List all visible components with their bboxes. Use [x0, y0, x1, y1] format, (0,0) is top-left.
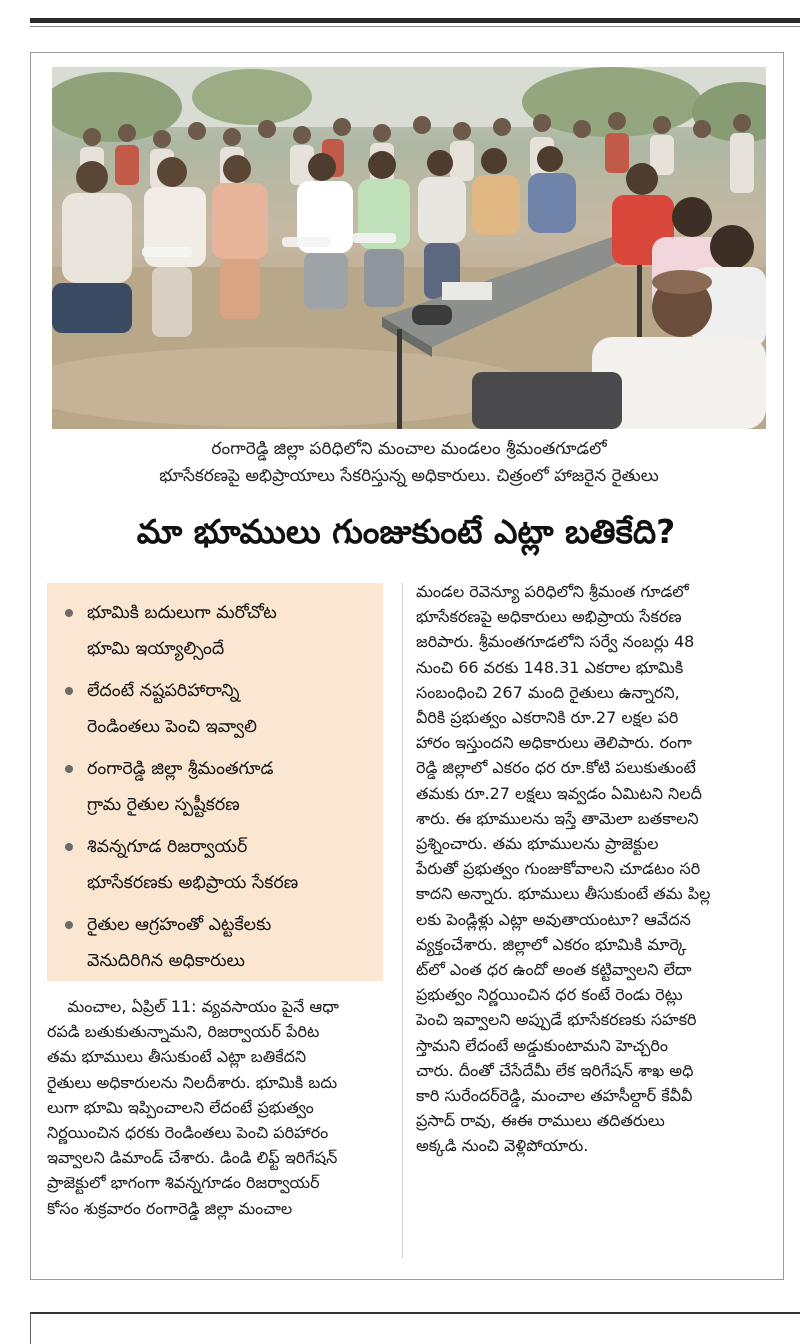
- highlight-line: గ్రామ రైతుల స్పష్టీకరణ: [87, 795, 240, 815]
- body-line: మంచాల, ఏప్రిల్ 11: వ్యవసాయం పైనే ఆధా: [47, 997, 339, 1016]
- bullet-icon: [65, 921, 73, 929]
- body-line: లకు పెండ్లిళ్లు ఎట్లా అవుతాయంటూ? ఆవేదన: [416, 909, 691, 929]
- highlight-line: భూసేకరణకు అభిప్రాయ సేకరణ: [87, 873, 299, 893]
- body-line: వీరికి ప్రభుత్వం ఎకరానికి రూ.27 లక్షల పరి: [416, 708, 679, 728]
- highlight-item: [65, 595, 373, 667]
- body-line: ప్రాజెక్టులో భాగంగా శివన్నగూడం రిజర్వాయర్: [47, 1173, 320, 1193]
- body-line: రెడ్డి జిల్లాలో ఎకరం ధర రూ.కోటి పలుకుతుంటే: [416, 758, 696, 778]
- body-line: సంబంధించి 267 మంది రైతులు ఉన్నారని,: [416, 682, 680, 702]
- body-line: తమ భూములు తీసుకుంటే ఎట్లా బతికేదని: [47, 1047, 307, 1067]
- top-rule-thin: [30, 26, 800, 27]
- highlight-line: వెనుదిరిగిన అధికారులు: [87, 951, 245, 971]
- article-headline: మా భూములు గుంజుకుంటే ఎట్లా బతికేది?: [136, 512, 676, 551]
- body-line: ఇవ్వాలని డిమాండ్ చేశారు. డిండి లిఫ్ట్ ఇరిగేషన్: [47, 1148, 338, 1168]
- column-divider: [402, 583, 403, 1258]
- bullet-icon: [65, 765, 73, 773]
- highlight-line: లేదంటే నష్టపరిహారాన్ని: [87, 681, 240, 701]
- body-line: నుంచి 66 వరకు 148.31 ఎకరాల భూమికి: [416, 657, 684, 677]
- body-line: హారం ఇస్తుందని అధికారులు తెలిపారు. రంగా: [416, 733, 692, 753]
- highlight-item: [65, 673, 373, 745]
- body-line: ప్రభుత్వం నిర్ణయించిన ధర కంటే రెండు రెట్లు: [416, 985, 683, 1005]
- highlight-line: శివన్నగూడ రిజర్వాయర్: [87, 837, 248, 857]
- body-line: లుగా భూమి ఇప్పించాలని లేదంటే ప్రభుత్వం: [47, 1097, 314, 1117]
- body-line: చారు. దీంతో చేసేదేమీ లేక ఇరిగేషన్ శాఖ అధి: [416, 1060, 694, 1080]
- body-line: కోసం శుక్రవారం రంగారెడ్డి జిల్లా మంచాల: [47, 1198, 293, 1218]
- body-line: కారి సురేందర్‌రెడ్డి, మంచాల తహసీల్దార్ కేవీవీ: [416, 1086, 693, 1106]
- highlight-line: రెండింతలు పెంచి ఇవ్వాలి: [87, 717, 257, 737]
- top-rule: [30, 18, 800, 23]
- caption-line: రంగారెడ్డి జిల్లా పరిధిలోని మంచాల మండలం శ్రీమంతగూడలో: [211, 439, 607, 459]
- body-line: మండల రెవెన్యూ పరిధిలోని శ్రీమంత గూడలో: [416, 582, 689, 601]
- highlight-item: [65, 751, 373, 823]
- body-line: తమకు రూ.27 లక్షలు ఇవ్వడం ఏమిటని నిలదీ: [416, 783, 702, 803]
- next-article-frame: [30, 1312, 800, 1344]
- body-line: పేరుతో ప్రభుత్వం గుంజుకోవాలని చూడటం సరి: [416, 859, 701, 879]
- highlight-line: భూమికి బదులుగా మరోచోట: [87, 603, 277, 623]
- bullet-icon: [65, 843, 73, 851]
- body-line: రపడి బతుకుతున్నామని, రిజర్వాయర్ పేరిట: [47, 1022, 320, 1042]
- body-column-left: [47, 994, 391, 1221]
- body-line: జరిపారు. శ్రీమంతగూడలోని సర్వే నంబర్లు 48: [416, 632, 695, 652]
- highlight-line: భూమి ఇయ్యాల్సిందే: [87, 639, 225, 659]
- highlight-item: [65, 829, 373, 901]
- highlights-box: [47, 583, 383, 981]
- caption-line: భూసేకరణపై అభిప్రాయాలు సేకరిస్తున్న అధికారులు. చిత్రంలో హాజరైన రైతులు: [159, 466, 659, 486]
- body-line: అక్కడి నుంచి వెళ్లిపోయారు.: [416, 1136, 589, 1156]
- body-line: పెంచి ఇవ్వాలని అప్పుడే భూసేకరణకు సహకరి: [416, 1010, 697, 1030]
- body-line: ప్రసాద్ రావు, ఈఈ రాములు తదితరులు: [416, 1111, 665, 1131]
- photo-caption: [52, 436, 766, 490]
- body-line: స్తామని లేదంటే అడ్డుకుంటామని హెచ్చరిం: [416, 1035, 668, 1055]
- body-line: కాదని అన్నారు. భూములు తీసుకుంటే తమ పిల్ల: [416, 884, 711, 904]
- body-line: భూసేకరణపై అధికారులు అభిప్రాయ సేకరణ: [416, 607, 682, 627]
- article-photo: [52, 67, 766, 429]
- highlight-item: [65, 907, 373, 979]
- body-line: ట్‌లో ఎంత ధర ఉందో అంత కట్టివ్వాలని లేదా: [416, 960, 692, 980]
- body-line: శారు. ఈ భూములను ఇస్తే తామెలా బతకాలని: [416, 808, 699, 828]
- bullet-icon: [65, 687, 73, 695]
- body-line: నిర్ణయించిన ధరకు రెండింతలు పెంచి పరిహారం: [47, 1123, 329, 1143]
- highlight-line: రంగారెడ్డి జిల్లా శ్రీమంతగూడ: [87, 759, 274, 779]
- body-line: వ్యక్తంచేశారు. జిల్లాలో ఎకరం భూమికి మార్కె: [416, 934, 687, 954]
- body-line: రైతులు అధికారులను నిలదీశారు. భూమికి బదు: [47, 1072, 338, 1092]
- highlight-line: రైతుల ఆగ్రహంతో ఎట్టకేలకు: [87, 915, 272, 935]
- meeting-photo-illustration: [52, 67, 766, 429]
- body-column-right: [416, 579, 768, 1159]
- bullet-icon: [65, 609, 73, 617]
- body-line: ప్రశ్నించారు. తమ భూములను ప్రాజెక్టుల: [416, 834, 659, 854]
